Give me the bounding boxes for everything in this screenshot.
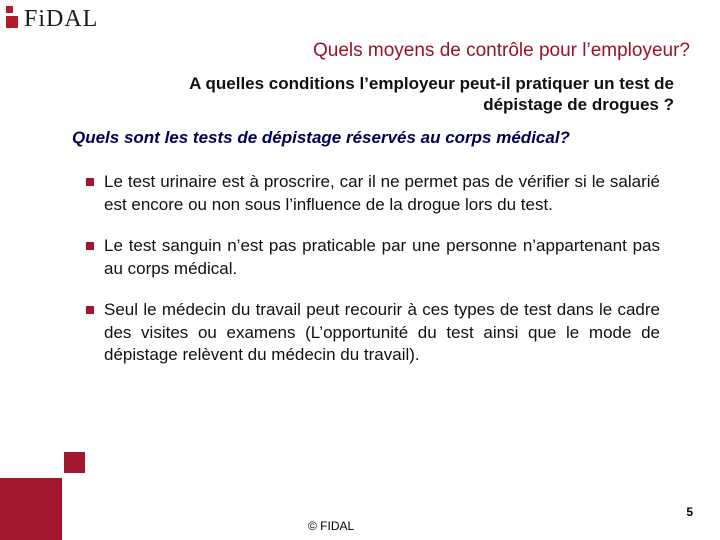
slide-subtitle: A quelles conditions l’employeur peut-il pratiquer un test de dépistage de drogues ? (189, 74, 674, 114)
bullet-item (80, 171, 660, 216)
bullet-text: Le test urinaire est à proscrire, car il ne permet pas de vérifier si le salarié est encore ou non sous l’influence de la drogue lors du test. (104, 172, 660, 214)
bullet-item (80, 235, 660, 280)
logo-text: FiDAL (24, 6, 99, 32)
logo-square-small-icon (6, 6, 13, 13)
bullet-item (80, 299, 660, 367)
decorative-square-large (0, 478, 62, 540)
logo-square-large-icon (6, 16, 18, 28)
bullet-square-icon (86, 178, 94, 186)
fidal-logo (6, 6, 126, 32)
footer-copyright: © FIDAL (308, 519, 355, 533)
bullet-square-icon (86, 306, 94, 314)
bullet-text: Seul le médecin du travail peut recourir à ces types de test dans le cadre des visites ou examens (L’opportunité du test ainsi que le mode de dépistage relèvent du médecin du travail). (104, 300, 660, 364)
bullet-list (80, 171, 660, 367)
section-question: Quels sont les tests de dépistage réservés au corps médical? (72, 128, 570, 147)
decorative-square-small (64, 452, 85, 473)
page-number: 5 (686, 505, 693, 519)
slide-title: Quels moyens de contrôle pour l’employeur? (312, 40, 690, 61)
bullet-square-icon (86, 242, 94, 250)
bullet-text: Le test sanguin n’est pas praticable par une personne n’appartenant pas au corps médical. (104, 236, 660, 278)
